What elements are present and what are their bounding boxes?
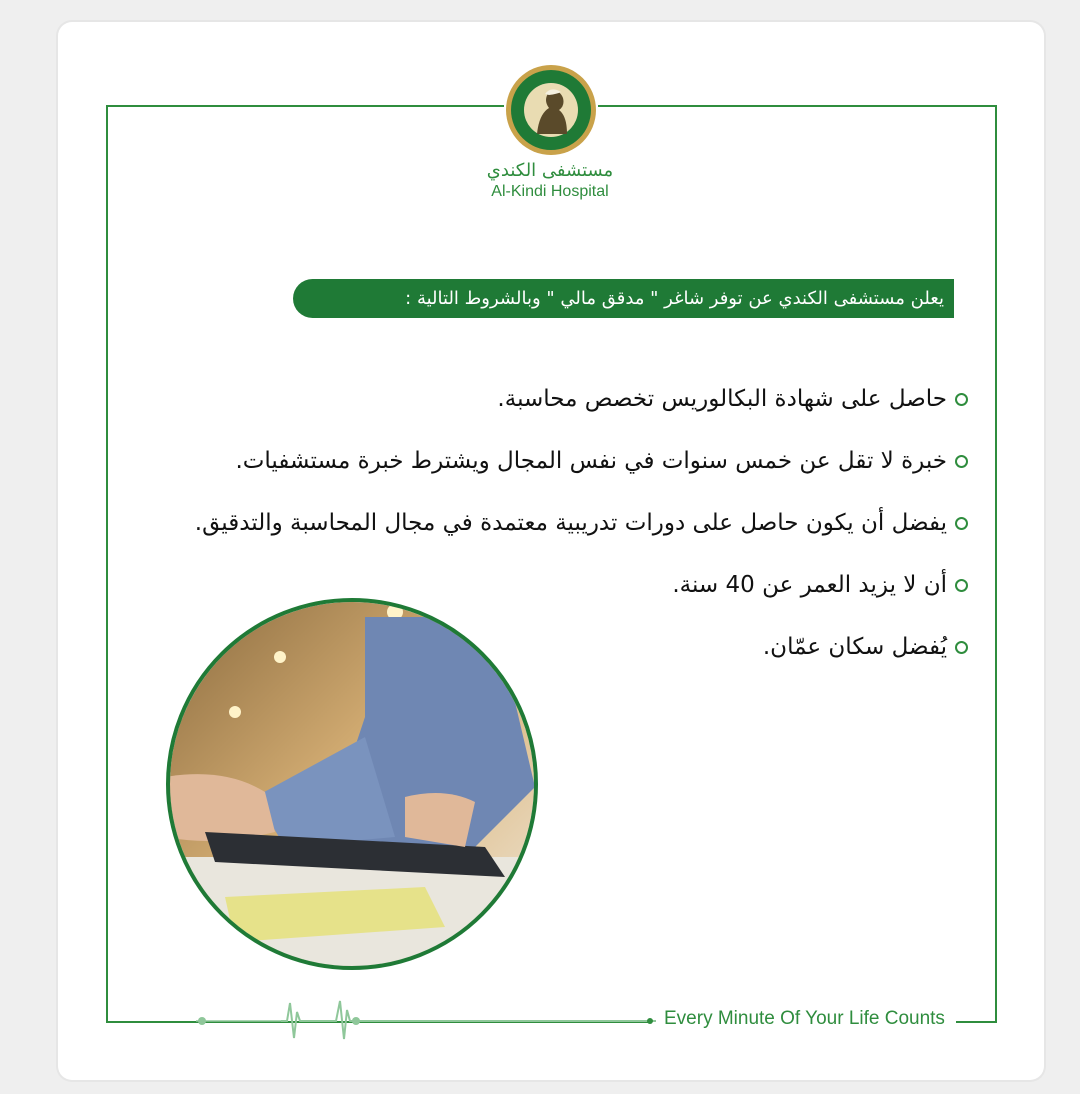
frame-border-right (995, 105, 997, 1023)
heartbeat-line-icon (196, 998, 656, 1044)
frame-border-top-left (106, 105, 504, 107)
list-item: أن لا يزيد العمر عن 40 سنة. (108, 554, 968, 616)
circle-bullet-icon (955, 517, 968, 530)
announcement-banner (293, 279, 954, 318)
circle-bullet-icon (955, 455, 968, 468)
list-item: يفضل أن يكون حاصل على دورات تدريبية معتمدة في مجال المحاسبة والتدقيق. (108, 492, 968, 554)
announcement-text: يعلن مستشفى الكندي عن توفر شاغر " مدقق مالي " وبالشروط التالية : (405, 288, 944, 309)
frame-border-bottom-right (956, 1021, 997, 1023)
circle-bullet-icon (955, 393, 968, 406)
circle-bullet-icon (955, 641, 968, 654)
logo-name-arabic: مستشفى الكندي (486, 160, 614, 181)
hospital-seal-logo-icon (505, 64, 597, 156)
list-item: خبرة لا تقل عن خمس سنوات في نفس المجال ويشترط خبرة مستشفيات. (108, 430, 968, 492)
circle-bullet-icon (955, 579, 968, 592)
slogan-text: Every Minute Of Your Life Counts (664, 1008, 945, 1029)
frame-border-top-right (598, 105, 997, 107)
list-item: حاصل على شهادة البكالوريس تخصص محاسبة. (108, 368, 968, 430)
list-item: يُفضل سكان عمّان. (108, 616, 968, 678)
logo-name-english: Al-Kindi Hospital (491, 183, 609, 200)
accounting-photo (165, 597, 539, 971)
